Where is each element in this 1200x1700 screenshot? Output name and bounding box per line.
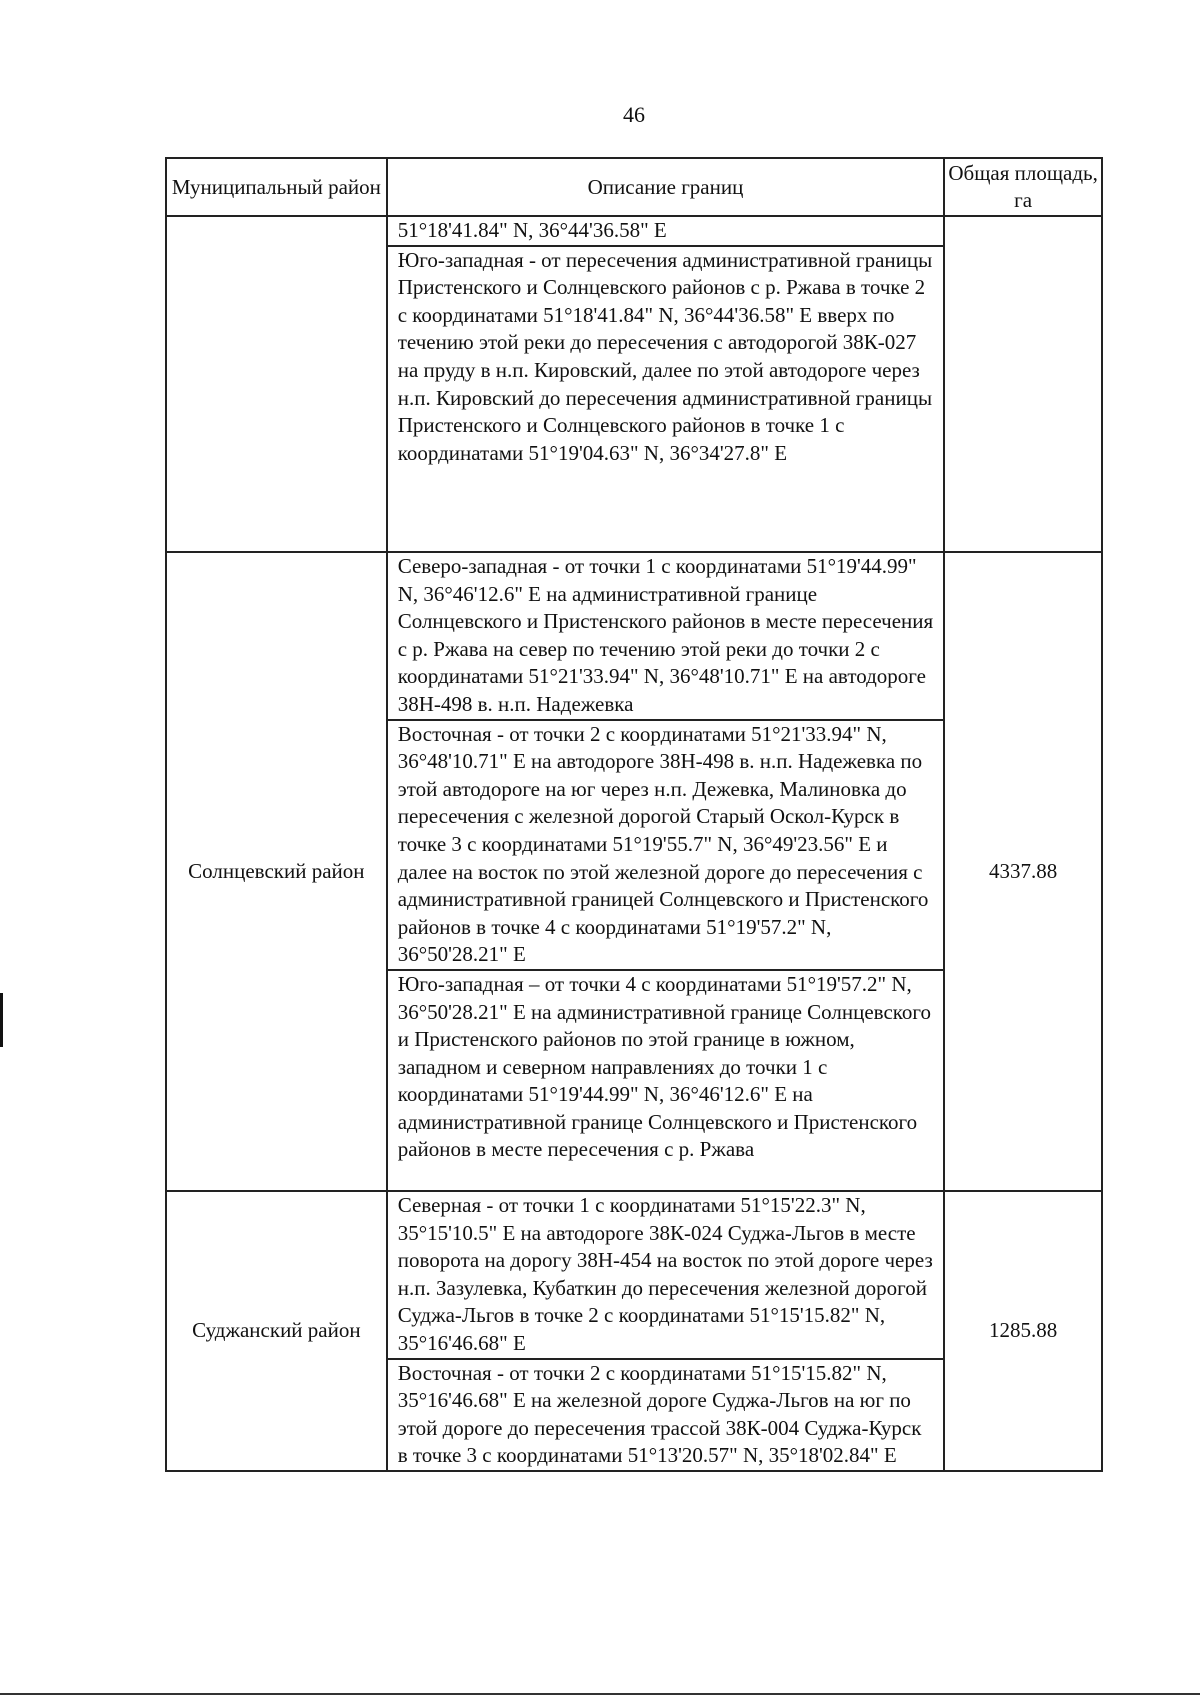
description-cell: [387, 552, 945, 1191]
header-description: Описание границ: [387, 158, 945, 216]
area-cell: [944, 216, 1102, 552]
boundary-segment: 51°18'41.84" N, 36°44'36.58" E: [388, 217, 944, 247]
area-cell: 4337.88: [944, 552, 1102, 1191]
table-row: [166, 552, 1102, 1191]
boundary-segment: Северо-западная - от точки 1 с координатами 51°19'44.99" N, 36°46'12.6" E на административной границе Солнцевского и Пристенского районов в месте пересечения с р. Ржава на север по течению этой реки до точки 2 с координатами 51°21'33.94" N, 36°48'10.71" E на автодороге 38Н-498 в. н.п. Надежевка: [388, 553, 944, 721]
area-cell: 1285.88: [944, 1191, 1102, 1471]
page-number: 46: [623, 102, 645, 127]
district-cell: Солнцевский район: [166, 552, 387, 1191]
scan-margin-mark: [0, 993, 3, 1047]
table-row: [166, 216, 1102, 552]
scan-bottom-edge: [0, 1693, 1200, 1695]
table-row: [166, 1191, 1102, 1471]
district-cell: [166, 216, 387, 552]
description-cell: [387, 216, 945, 552]
boundary-segment: Юго-западная – от точки 4 с координатами 51°19'57.2" N, 36°50'28.21" E на административной границе Солнцевского и Пристенского районов по этой границе в южном, западном и северном направлениях до точки 1 с координатами 51°19'44.99" N, 36°46'12.6" E на административной границе Солнцевского и Пристенского районов в месте пересечения с р. Ржава: [397, 971, 932, 1162]
table-header-row: [166, 158, 1102, 216]
header-area: Общая площадь, га: [944, 158, 1102, 216]
district-cell: Суджанский район: [166, 1191, 387, 1471]
boundary-segment: Восточная - от точки 2 с координатами 51°15'15.82" N, 35°16'46.68" E на железной дороге Суджа-Льгов на юг по этой дороге до пересечения трассой 38К-004 Суджа-Курск в точке 3 с координатами 51°13'20.57" N, 35°18'02.84" E: [397, 1360, 922, 1468]
boundary-segment: Восточная - от точки 2 с координатами 51°21'33.94" N, 36°48'10.71" E на автодороге 38Н-498 в. н.п. Надежевка по этой автодороге на юг через н.п. Дежевка, Малиновка до пересечения с железной дорогой Старый Оскол-Курск в точке 3 с координатами 51°19'55.7" N, 36°49'23.56" E и далее на восток по этой железной дороге до пересечения с административной границей Солнцевского и Пристенского районов в точке 4 с координатами 51°19'57.2" N, 36°50'28.21" E: [388, 721, 944, 971]
header-district: Муниципальный район: [166, 158, 387, 216]
description-cell: [387, 1191, 945, 1471]
boundaries-table: [165, 157, 1103, 1472]
boundary-segment: Северная - от точки 1 с координатами 51°15'22.3" N, 35°15'10.5" E на автодороге 38К-024 Суджа-Льгов в месте поворота на дорогу 38Н-454 на восток по этой дороге через н.п. Зазулевка, Кубаткин до пересечения железной дорогой Суджа-Льгов в точке 2 с координатами 51°15'15.82" N, 35°16'46.68" E: [388, 1192, 944, 1360]
boundary-segment: Юго-западная - от пересечения административной границы Пристенского и Солнцевского районов с р. Ржава в точке 2 с координатами 51°18'41.84" N, 36°44'36.58" E вверх по течению этой реки до пересечения с автодорогой 38К-027 на пруду в н.п. Кировский, далее по этой автодороге через н.п. Кировский до пересечения административной границы Пристенского и Солнцевского районов в точке 1 с координатами 51°19'04.63" N, 36°34'27.8" E: [397, 247, 933, 465]
